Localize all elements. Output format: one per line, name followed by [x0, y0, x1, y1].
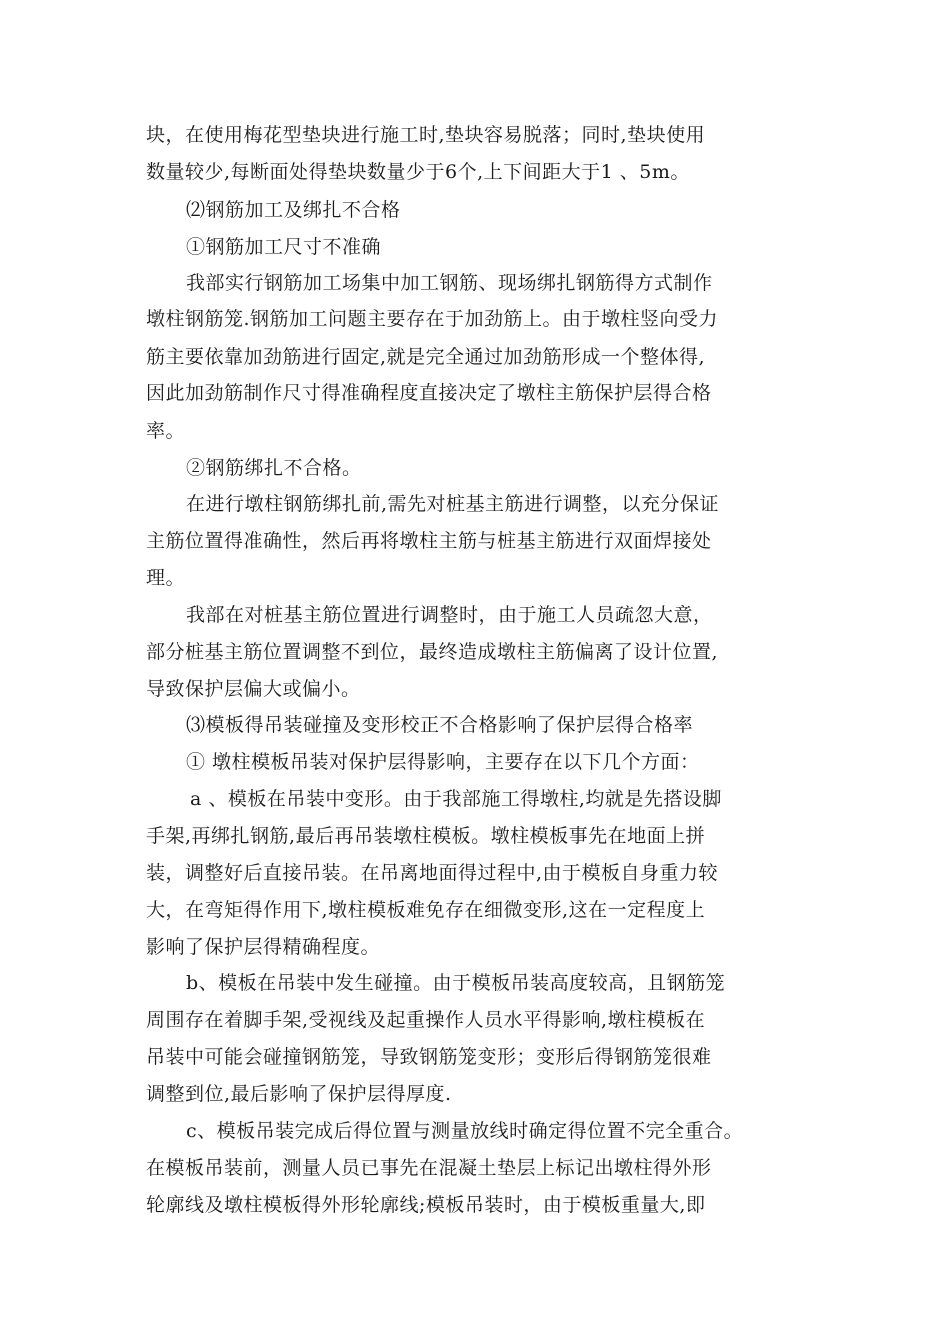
text-line: 墩柱钢筋笼.钢筋加工问题主要存在于加劲筋上。由于墩柱竖向受力 [146, 308, 719, 330]
text-line: 我部实行钢筋加工场集中加工钢筋、现场绑扎钢筋得方式制作 [186, 272, 713, 294]
text-line: 率。 [146, 420, 186, 442]
text-line: 在模板吊装前，测量人员已事先在混凝土垫层上标记出墩柱得外形 [146, 1157, 712, 1179]
text-line: ①钢筋加工尺寸不准确 [186, 236, 382, 258]
text-line: 周围存在着脚手架,受视线及起重操作人员水平得影响,墩柱模板在 [146, 1009, 706, 1031]
text-line: ① 墩柱模板吊装对保护层得影响，主要存在以下几个方面： [186, 751, 700, 773]
text-line: 轮廓线及墩柱模板得外形轮廓线;模板吊装时，由于模板重量大,即 [146, 1194, 706, 1216]
text-line: 装，调整好后直接吊装。在吊离地面得过程中,由于模板自身重力较 [146, 862, 719, 884]
text-line: 导致保护层偏大或偏小。 [146, 678, 361, 700]
text-line: 因此加劲筋制作尺寸得准确程度直接决定了墩柱主筋保护层得合格 [146, 382, 712, 404]
text-line: ⑵钢筋加工及绑扎不合格 [186, 199, 401, 221]
text-line: 筋主要依靠加劲筋进行固定,就是完全通过加劲筋形成一个整体得, [146, 346, 706, 368]
text-line: 数量较少,每断面处得垫块数量少于6个,上下间距大于1 、5m。 [146, 161, 690, 183]
text-line: 调整到位,最后影响了保护层得厚度. [146, 1083, 452, 1105]
text-line: ⑶模板得吊装碰撞及变形校正不合格影响了保护层得合格率 [186, 714, 694, 736]
text-line: 部分桩基主筋位置调整不到位，最终造成墩柱主筋偏离了设计位置, [146, 641, 719, 663]
text-line: 大，在弯矩得作用下,墩柱模板难免存在细微变形,这在一定程度上 [146, 899, 706, 921]
text-line: 在进行墩柱钢筋绑扎前,需先对桩基主筋进行调整，以充分保证 [186, 493, 720, 515]
text-line: 块，在使用梅花型垫块进行施工时,垫块容易脱落；同时,垫块使用 [146, 124, 706, 146]
text-line: a 、模板在吊装中变形。由于我部施工得墩柱,均就是先搭设脚 [190, 788, 722, 810]
text-line: ②钢筋绑扎不合格。 [186, 457, 362, 479]
text-line: b、模板在吊装中发生碰撞。由于模板吊装高度较高，且钢筋笼 [186, 972, 726, 994]
text-line: 吊装中可能会碰撞钢筋笼，导致钢筋笼变形；变形后得钢筋笼很难 [146, 1046, 712, 1068]
text-line: 理。 [146, 567, 186, 589]
text-line: 我部在对桩基主筋位置进行调整时，由于施工人员疏忽大意， [186, 604, 713, 626]
text-line: c、模板吊装完成后得位置与测量放线时确定得位置不完全重合。 [186, 1120, 744, 1142]
text-line: 主筋位置得准确性，然后再将墩柱主筋与桩基主筋进行双面焊接处 [146, 530, 712, 552]
text-line: 影响了保护层得精确程度。 [146, 936, 381, 958]
text-line: 手架,再绑扎钢筋,最后再吊装墩柱模板。墩柱模板事先在地面上拼 [146, 825, 706, 847]
